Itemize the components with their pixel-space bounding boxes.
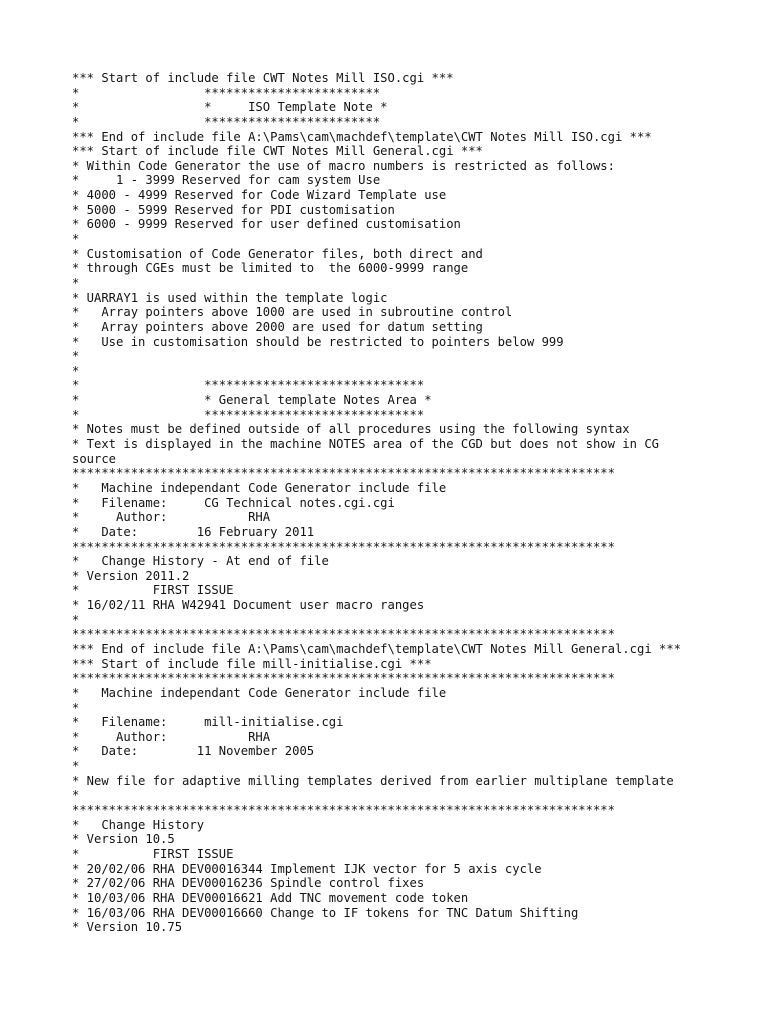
- document-line: *: [72, 788, 80, 803]
- document-line: **************************************************************************: [72, 466, 615, 481]
- document-line: * FIRST ISSUE: [72, 846, 234, 861]
- document-line: * through CGEs must be limited to the 6000-9999 range: [72, 261, 469, 276]
- document-line: * Machine independant Code Generator include file: [72, 685, 447, 700]
- document-line: * Within Code Generator the use of macro numbers is restricted as follows:: [72, 158, 615, 173]
- document-line: **************************************************************************: [72, 671, 615, 686]
- document-line: * FIRST ISSUE: [72, 583, 234, 598]
- document-line: * Customisation of Code Generator files, both direct and: [72, 246, 483, 261]
- document-line: * 10/03/06 RHA DEV00016621 Add TNC movement code token: [72, 890, 469, 905]
- document-line: * 5000 - 5999 Reserved for PDI customisation: [72, 202, 395, 217]
- document-line: * Array pointers above 1000 are used in subroutine control: [72, 305, 513, 320]
- document-line: * UARRAY1 is used within the template logic: [72, 290, 388, 305]
- document-line: source: [72, 451, 117, 466]
- document-line: * Notes must be defined outside of all procedures using the following syntax: [72, 422, 630, 437]
- document-line: *: [72, 349, 80, 364]
- document-line: * 6000 - 9999 Reserved for user defined customisation: [72, 217, 461, 232]
- document-line: *: [72, 232, 80, 247]
- document-line: * * General template Notes Area *: [72, 393, 432, 408]
- document-line: **************************************************************************: [72, 539, 615, 554]
- document-line: * ******************************: [72, 378, 425, 393]
- document-line: * Version 10.5: [72, 832, 175, 847]
- document-line: * 4000 - 4999 Reserved for Code Wizard Template use: [72, 188, 447, 203]
- document-line: * 16/03/06 RHA DEV00016660 Change to IF tokens for TNC Datum Shifting: [72, 905, 579, 920]
- document-line: *: [72, 759, 80, 774]
- document-line: *** Start of include file mill-initialise.cgi ***: [72, 656, 432, 671]
- document-line: * Version 10.75: [72, 920, 183, 935]
- document-line: * Change History: [72, 817, 205, 832]
- document-line: * Author: RHA: [72, 729, 271, 744]
- document-line: * Version 2011.2: [72, 568, 190, 583]
- document-line: * Text is displayed in the machine NOTES area of the CGD but does not show in CG: [72, 437, 659, 452]
- document-line: * Date: 11 November 2005: [72, 744, 315, 759]
- document-line: * Machine independant Code Generator include file: [72, 480, 447, 495]
- document-line: * Filename: CG Technical notes.cgi.cgi: [72, 495, 395, 510]
- document-line: * Use in customisation should be restricted to pointers below 999: [72, 334, 564, 349]
- document-line: **************************************************************************: [72, 627, 615, 642]
- document-line: * Filename: mill-initialise.cgi: [72, 715, 344, 730]
- document-line: *** Start of include file CWT Notes Mill ISO.cgi ***: [72, 71, 454, 85]
- document-text: [72, 71, 681, 935]
- document-line: * Array pointers above 2000 are used for datum setting: [72, 319, 483, 334]
- document-line: *** End of include file A:\Pams\cam\machdef\template\CWT Notes Mill General.cgi ***: [72, 641, 682, 656]
- document-line: * 20/02/06 RHA DEV00016344 Implement IJK vector for 5 axis cycle: [72, 861, 542, 876]
- document-line: * 1 - 3999 Reserved for cam system Use: [72, 173, 381, 188]
- document-line: * ******************************: [72, 407, 425, 422]
- document-line: * Date: 16 February 2011: [72, 524, 315, 539]
- document-line: **************************************************************************: [72, 803, 615, 818]
- document-line: * Change History - At end of file: [72, 554, 329, 569]
- document-line: *: [72, 612, 80, 627]
- document-line: * New file for adaptive milling templates derived from earlier multiplane template: [72, 773, 674, 788]
- document-line: * Author: RHA: [72, 510, 271, 525]
- document-line: * * ISO Template Note *: [72, 100, 388, 115]
- document-line: *: [72, 700, 80, 715]
- document-line: *: [72, 275, 80, 290]
- document-line: * ************************: [72, 114, 381, 129]
- document-line: *** End of include file A:\Pams\cam\machdef\template\CWT Notes Mill ISO.cgi ***: [72, 129, 652, 144]
- document-line: * 27/02/06 RHA DEV00016236 Spindle control fixes: [72, 876, 425, 891]
- document-line: *** Start of include file CWT Notes Mill General.cgi ***: [72, 144, 483, 159]
- document-line: *: [72, 363, 80, 378]
- document-line: * ************************: [72, 85, 381, 100]
- document-line: * 16/02/11 RHA W42941 Document user macro ranges: [72, 598, 425, 613]
